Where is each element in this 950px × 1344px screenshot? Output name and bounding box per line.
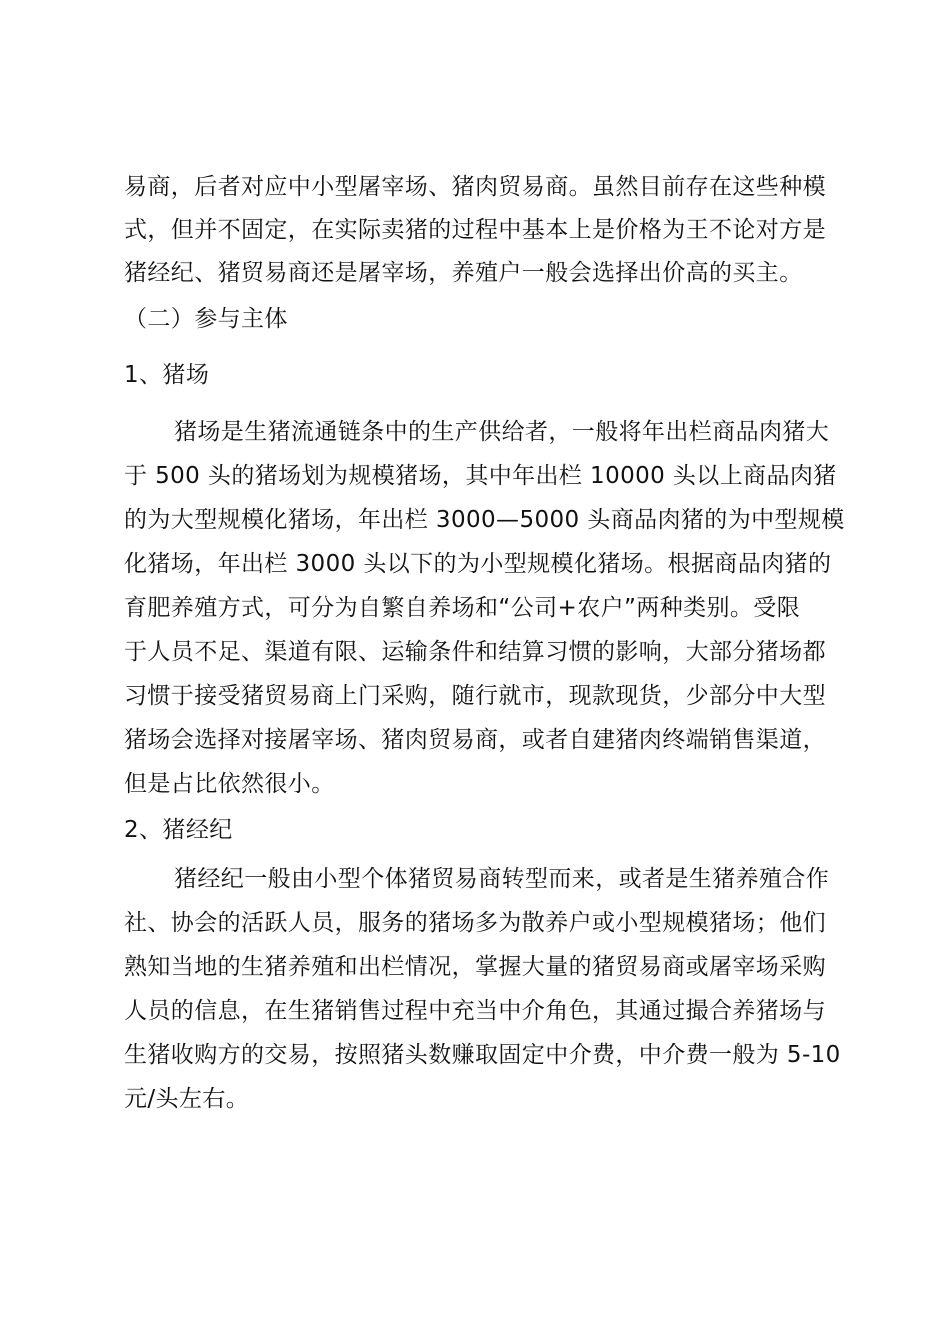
body-text-line: 生猪收购方的交易，按照猪头数赚取固定中介费，中介费一般为 5-10	[124, 1042, 841, 1068]
item-heading-pig-farm: 1、猪场	[124, 362, 210, 388]
body-text-line: 于人员不足、渠道有限、运输条件和结算习惯的影响，大部分猪场都	[124, 639, 826, 665]
body-text-line: 猪经纪一般由小型个体猪贸易商转型而来，或者是生猪养殖合作	[174, 866, 830, 892]
section-heading: （二）参与主体	[124, 306, 288, 332]
body-text-line: 猪经纪、猪贸易商还是屠宰场，养殖户一般会选择出价高的买主。	[124, 260, 803, 286]
body-text-line: 育肥养殖方式，可分为自繁自养场和“公司+农户”两种类别。受限	[124, 595, 801, 621]
body-text-line: 化猪场，年出栏 3000 头以下的为小型规模化猪场。根据商品肉猪的	[124, 551, 832, 577]
body-text-line: 易商，后者对应中小型屠宰场、猪肉贸易商。虽然目前存在这些种模	[124, 174, 826, 200]
body-text-line: 人员的信息，在生猪销售过程中充当中介角色，其通过撮合养猪场与	[124, 998, 826, 1024]
body-text-line: 式，但并不固定，在实际卖猪的过程中基本上是价格为王不论对方是	[124, 217, 826, 243]
item-heading-pig-broker: 2、猪经纪	[124, 817, 233, 843]
body-text-line: 熟知当地的生猪养殖和出栏情况，掌握大量的猪贸易商或屠宰场采购	[124, 954, 826, 980]
body-text-line: 社、协会的活跃人员，服务的猪场多为散养户或小型规模猪场；他们	[124, 910, 826, 936]
body-text-line: 猪场是生猪流通链条中的生产供给者，一般将年出栏商品肉猪大	[174, 419, 830, 445]
body-text-line: 但是占比依然很小。	[124, 771, 335, 797]
body-text-line: 习惯于接受猪贸易商上门采购，随行就市，现款现货，少部分中大型	[124, 683, 826, 709]
body-text-line: 的为大型规模化猪场，年出栏 3000—5000 头商品肉猪的为中型规模	[124, 507, 845, 533]
body-text-line: 于 500 头的猪场划为规模猪场，其中年出栏 10000 头以上商品肉猪	[124, 463, 837, 489]
body-text-line: 猪场会选择对接屠宰场、猪肉贸易商，或者自建猪肉终端销售渠道，	[124, 727, 826, 753]
body-text-line: 元/头左右。	[124, 1086, 250, 1112]
